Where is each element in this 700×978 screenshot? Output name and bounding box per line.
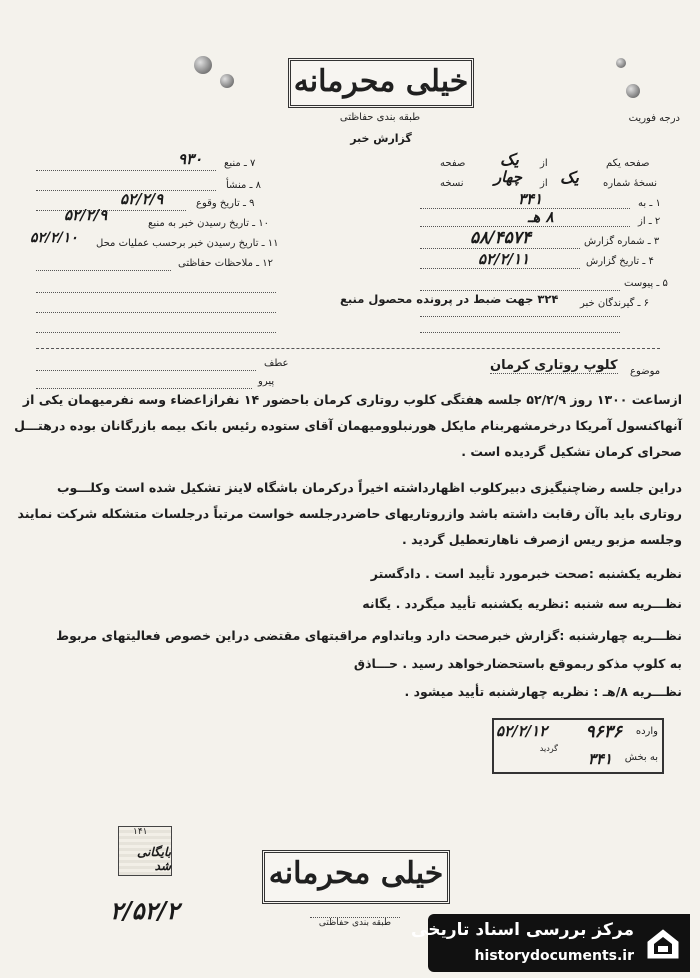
- dotted-line: [36, 370, 256, 371]
- body-line: نظریه یکشنبه :صحت خبرمورد تأیید است . دادگستر: [370, 566, 682, 581]
- body-line: ازساعت ۱۳۰۰ روز ۵۲/۲/۹ جلسه هفتگی کلوب روتاری کرمان باحضور ۱۴ نفرازاعضاء وسه نفرمیهمان یکی از: [22, 392, 682, 407]
- source-value: ۹۳۰: [178, 150, 203, 168]
- report-date-label: ۴ ـ تاریخ گزارش: [586, 256, 654, 267]
- punch-hole: [194, 56, 212, 74]
- origin-label: ۸ ـ منشأ: [226, 180, 262, 191]
- page-label: صفحه یکم: [606, 158, 650, 169]
- subject-value: کلوپ روتاری کرمان: [490, 358, 618, 373]
- to-value: ۳۴۱: [518, 190, 543, 208]
- section-divider: [36, 348, 660, 349]
- report-number-label: ۳ ـ شماره گزارش: [584, 236, 660, 247]
- report-title: گزارش خبر: [350, 132, 412, 145]
- received-ops-label: ۱۱ ـ تاریخ رسیدن خبر برحسب عملیات محل: [96, 238, 279, 249]
- archive-logo: [411, 914, 690, 972]
- body-line: دراین جلسه رضاچنیگیزی دبیرکلوب اظهارداشته اخیراً درکرمان باشگاه لاینز تشکیل شده است وکلـــوب: [56, 480, 682, 495]
- copy-from: از: [540, 178, 548, 189]
- security-notes-label: ۱۲ ـ ملاحظات حفاظتی: [178, 258, 273, 269]
- copy-total: چهار: [494, 168, 523, 186]
- event-date-label: ۹ ـ تاریخ وقوع: [196, 198, 255, 209]
- dotted-line: [36, 292, 276, 293]
- received-ops-value: ۵۲/۲/۱۰: [30, 230, 78, 246]
- to-label: ۱ ـ به: [638, 198, 661, 209]
- dotted-line: [420, 208, 630, 209]
- dotted-line: [420, 248, 580, 249]
- page-from: از: [540, 158, 548, 169]
- top-confidential-stamp: خیلی محرمانه: [288, 58, 474, 108]
- archive-stamp: [118, 826, 172, 876]
- received-source-label: ۱۰ ـ تاریخ رسیدن خبر به منبع: [148, 218, 270, 229]
- registry-section-value: ۳۴۱: [587, 750, 612, 768]
- logo-url: historydocuments.ir: [474, 948, 634, 964]
- bottom-classification-label: طبقه بندی حفاظتی: [310, 917, 400, 928]
- copy-suffix: نسخه: [440, 178, 464, 189]
- archive-emblem-icon: [642, 922, 684, 964]
- dotted-line: [36, 312, 276, 313]
- registry-received-label: وارده: [635, 726, 658, 737]
- dotted-line: [36, 270, 171, 271]
- registry-section-label: به بخش: [624, 752, 658, 763]
- report-date-value: ۵۲/۲/۱۱: [478, 250, 530, 268]
- reference-label: عطف: [264, 358, 289, 369]
- bottom-confidential-stamp: خیلی محرمانه: [262, 850, 450, 904]
- page-suffix: صفحه: [440, 158, 466, 169]
- registry-number: ۹۶۳۶: [585, 722, 622, 742]
- punch-hole: [626, 84, 640, 98]
- dotted-line: [420, 268, 580, 269]
- registry-date: ۵۲/۲/۱۲: [496, 722, 548, 740]
- punch-hole: [616, 58, 626, 68]
- dotted-line: [420, 290, 620, 291]
- dotted-line: [420, 226, 630, 227]
- received-source-value: ۵۲/۲/۹: [64, 206, 108, 224]
- report-number-value: ۵۸/۴۵۷۴: [470, 228, 531, 248]
- body-line: به کلوپ مذکو ربموقع باستحضارخواهد رسید . حـــاذق: [353, 656, 682, 671]
- body-line: نظـــریه چهارشنبه :گزارش خبرصحت دارد وباتداوم مراقبتهای مقتضی دراین خصوص فعالیتهای مربوط: [56, 628, 682, 643]
- followup-label: پیرو: [258, 376, 275, 387]
- body-line: نظـــریه سه شنبه :نظریه یکشنبه تأیید میگردد . یگانه: [362, 596, 682, 611]
- body-line: صحرای کرمان تشکیل گردیده است .: [461, 444, 682, 459]
- body-line: وجلسه مزبو ریس ازصرف ناهارتعطیل گردید .: [401, 532, 682, 547]
- dotted-line: [420, 332, 620, 333]
- page-total: یک: [500, 150, 519, 169]
- dotted-line: [36, 388, 252, 389]
- registry-stamp: [492, 718, 664, 774]
- recipients-value: ۳۲۴ جهت ضبط در پرونده محصول منبع: [340, 292, 559, 306]
- archive-text: بایگانی شد: [137, 845, 171, 873]
- dotted-line: [36, 332, 276, 333]
- priority-label: درجه فوریت: [628, 113, 680, 124]
- source-label: ۷ ـ منبع: [224, 158, 256, 169]
- event-date-value: ۵۲/۲/۹: [120, 190, 164, 208]
- registry-recorded-label: گردید: [539, 744, 558, 753]
- punch-hole: [220, 74, 234, 88]
- body-line: نظـــریه ۸/هـ : نظریه چهارشنبه تأیید میشود .: [404, 684, 682, 699]
- archive-number: ۱۴۱: [133, 827, 148, 837]
- attachment-label: ۵ ـ پیوست: [624, 278, 668, 289]
- body-line: روتاری باید باآن رقابت داشته باشد وازروتاریهای حاضردرجلسه خواست مرتباً درجلسات متشکله شرکت نمایند: [17, 506, 682, 521]
- copy-label: نسخهٔ شماره: [603, 178, 657, 189]
- logo-title: مرکز بررسی اسناد تاریخی: [411, 920, 634, 940]
- from-label: ۲ ـ از: [638, 216, 661, 227]
- subject-label: موضوع: [630, 366, 661, 377]
- handwritten-file-number: ۲/۵۲/۲: [110, 896, 180, 925]
- dotted-line: [36, 170, 216, 171]
- recipients-label: ۶ ـ گیرندگان خبر: [580, 298, 650, 309]
- body-line: آنهاکنسول آمریکا درخرمشهربنام مایکل هورنبلوومیهمان آقای ستوده رئیس بانک بیمه بازرگانان بوده درهتـــل: [14, 418, 682, 433]
- dotted-line: [420, 316, 620, 317]
- classification-label: طبقه بندی حفاظتی: [339, 112, 421, 123]
- from-value: ۸ هـ: [528, 208, 554, 226]
- copy-value: یک: [560, 168, 579, 187]
- dotted-line: [36, 210, 186, 211]
